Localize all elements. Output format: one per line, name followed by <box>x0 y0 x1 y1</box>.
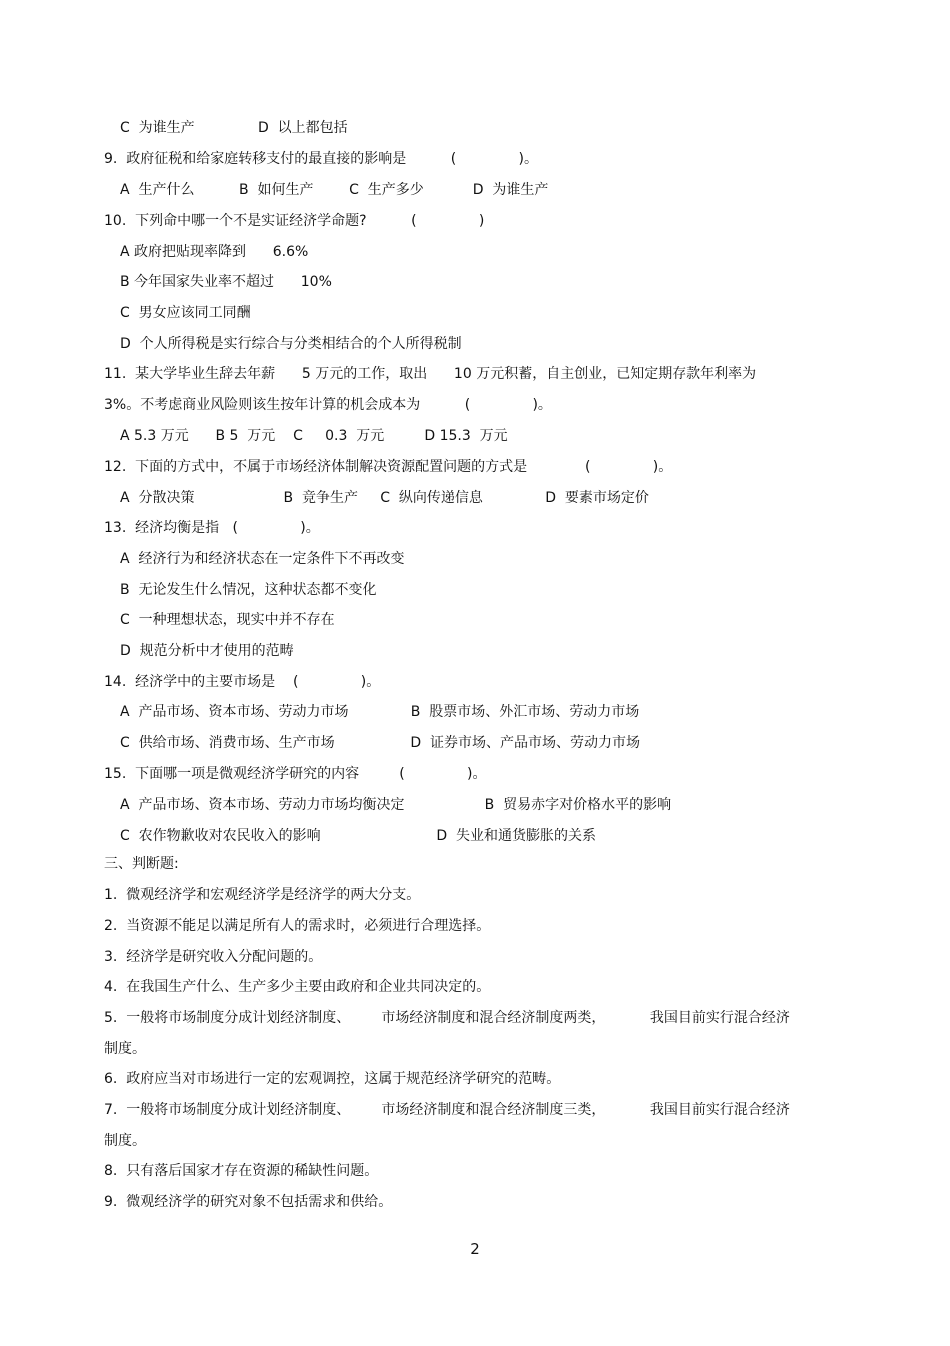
question-14-options-cd: C 供给市场、消费市场、生产市场 D 证券市场、产品市场、劳动力市场 <box>120 735 641 751</box>
question-11-text: 11. 某大学毕业生辞去年薪 5 万元的工作，取出 10 万元积蓄，自主创业，已知定期存款年利率为 <box>104 366 757 382</box>
question-9-options: A 生产什么 B 如何生产 C 生产多少 D 为谁生产 <box>120 182 549 198</box>
option-d-text: D 以上都包括 <box>258 120 348 136</box>
question-15-text: 15. 下面哪一项是微观经济学研究的内容 ( )。 <box>104 766 487 782</box>
question-11-options: A 5.3 万元 B 5 万元 C 0.3 万元 D 15.3 万元 <box>120 428 508 444</box>
section-heading: 三、判断题: <box>104 856 179 872</box>
question-13-option-a: A 经济行为和经济状态在一定条件下不再改变 <box>120 551 405 567</box>
judgment-item-4: 4. 在我国生产什么、生产多少主要由政府和企业共同决定的。 <box>104 979 491 995</box>
page-number: 2 <box>470 1240 480 1258</box>
judgment-item-3: 3. 经济学是研究收入分配问题的。 <box>104 949 323 965</box>
judgment-item-5: 5. 一般将市场制度分成计划经济制度、 市场经济制度和混合经济制度两类， 我国目前实行混合经济 <box>104 1010 790 1026</box>
question-10-option-b: B 今年国家失业率不超过 10% <box>120 274 332 290</box>
judgment-item-6: 6. 政府应当对市场进行一定的宏观调控，这属于规范经济学研究的范畴。 <box>104 1071 561 1087</box>
question-13-option-d: D 规范分析中才使用的范畴 <box>120 643 294 659</box>
judgment-item-5-cont: 制度。 <box>104 1041 146 1057</box>
question-13-option-b: B 无论发生什么情况，这种状态都不变化 <box>120 582 377 598</box>
question-13-option-c: C 一种理想状态，现实中并不存在 <box>120 612 335 628</box>
judgment-item-1: 1. 微观经济学和宏观经济学是经济学的两大分支。 <box>104 887 421 903</box>
question-10-option-c: C 男女应该同工同酬 <box>120 305 251 321</box>
question-10-option-a: A 政府把贴现率降到 6.6% <box>120 244 309 260</box>
question-9-text: 9. 政府征税和给家庭转移支付的最直接的影响是 ( )。 <box>104 151 538 167</box>
judgment-item-9: 9. 微观经济学的研究对象不包括需求和供给。 <box>104 1194 393 1210</box>
judgment-item-2: 2. 当资源不能足以满足所有人的需求时，必须进行合理选择。 <box>104 918 491 934</box>
question-14-options-ab: A 产品市场、资本市场、劳动力市场 B 股票市场、外汇市场、劳动力市场 <box>120 704 640 720</box>
judgment-item-8: 8. 只有落后国家才存在资源的稀缺性问题。 <box>104 1163 379 1179</box>
question-15-options-ab: A 产品市场、资本市场、劳动力市场均衡决定 B 贸易赤字对价格水平的影响 <box>120 797 672 813</box>
question-10-option-d: D 个人所得税是实行综合与分类相结合的个人所得税制 <box>120 336 462 352</box>
question-13-text: 13. 经济均衡是指 ( )。 <box>104 520 320 536</box>
question-10-text: 10. 下列命中哪一个不是实证经济学命题? ( ) <box>104 213 485 229</box>
judgment-item-7: 7. 一般将市场制度分成计划经济制度、 市场经济制度和混合经济制度三类， 我国目前实行混合经济 <box>104 1102 790 1118</box>
option-c-text: C 为谁生产 <box>120 120 195 136</box>
judgment-item-7-cont: 制度。 <box>104 1133 146 1149</box>
question-12-text: 12. 下面的方式中，不属于市场经济体制解决资源配置问题的方式是 ( )。 <box>104 459 673 475</box>
question-15-options-cd: C 农作物歉收对农民收入的影响 D 失业和通货膨胀的关系 <box>120 828 597 844</box>
question-12-options: A 分散决策 B 竞争生产 C 纵向传递信息 D 要素市场定价 <box>120 490 649 506</box>
question-11-text-cont: 3%。不考虑商业风险则该生按年计算的机会成本为 ( )。 <box>104 397 552 413</box>
question-14-text: 14. 经济学中的主要市场是 ( )。 <box>104 674 381 690</box>
